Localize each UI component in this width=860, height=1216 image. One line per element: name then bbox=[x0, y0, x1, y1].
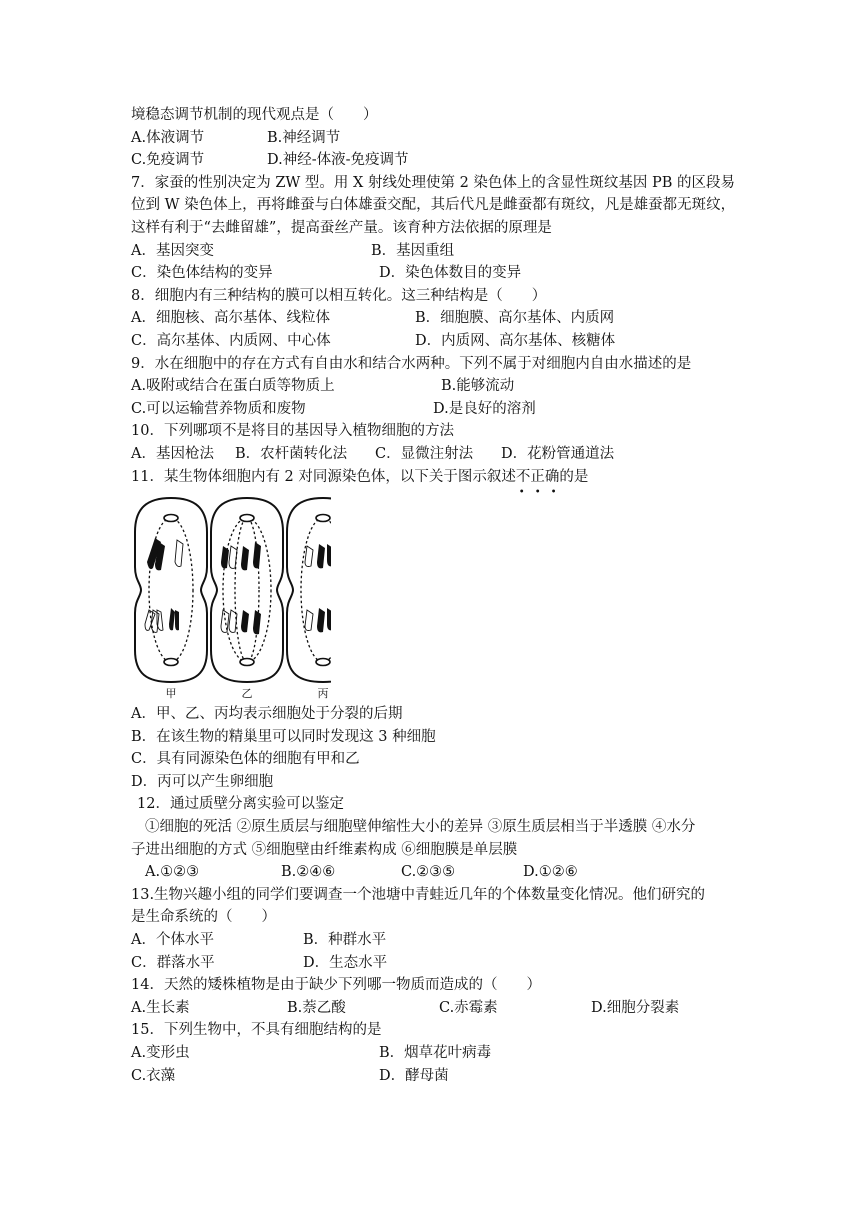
q14-options-row bbox=[131, 997, 731, 1020]
figure-label-yi: 乙 bbox=[241, 687, 253, 701]
q11-option-c: C．具有同源染色体的细胞有甲和乙 bbox=[131, 751, 360, 768]
q8-option-c: C．高尔基体、内质网、中心体 bbox=[131, 332, 331, 349]
q13-option-b: B．种群水平 bbox=[303, 932, 387, 949]
q13-stem-line2: 是生命系统的（ ） bbox=[131, 909, 276, 926]
q11-option-a: A．甲、乙、丙均表示细胞处于分裂的后期 bbox=[131, 706, 403, 723]
q12-option-c: C.②③⑤ bbox=[401, 864, 456, 881]
q15-options-row2 bbox=[131, 1065, 731, 1088]
q15-options-row1 bbox=[131, 1042, 731, 1065]
q15-option-c: C.衣藻 bbox=[131, 1067, 176, 1084]
q6-option-b: B.神经调节 bbox=[267, 129, 341, 146]
q13-stem-line1: 13.生物兴趣小组的同学们要调查一个池塘中青蛙近几年的个体数量变化情况。他们研究的 bbox=[131, 886, 706, 903]
q10-option-c: C．显微注射法 bbox=[375, 445, 474, 462]
q7-stem-line1: 7．家蚕的性别决定为 ZW 型。用 X 射线处理使第 2 染色体上的含显性斑纹基因 PB 的区段易 bbox=[131, 174, 736, 191]
q6-options-row2 bbox=[131, 149, 731, 172]
q11-option-d: D．丙可以产生卵细胞 bbox=[131, 773, 274, 790]
q12-items-line2: 子进出细胞的方式 ⑤细胞壁由纤维素构成 ⑥细胞膜是单层膜 bbox=[131, 841, 518, 858]
q9-option-d: D.是良好的溶剂 bbox=[433, 400, 536, 417]
cell-division-diagram bbox=[131, 492, 331, 701]
q14-stem: 14．天然的矮株植物是由于缺少下列哪一物质而造成的（ ） bbox=[131, 977, 541, 994]
exam-page bbox=[131, 104, 736, 1087]
q7-options-row1 bbox=[131, 240, 731, 263]
q12-items-line1: ①细胞的死活 ②原生质层与细胞壁伸缩性大小的差异 ③原生质层相当于半透膜 ④水分 bbox=[145, 819, 696, 836]
q8-option-a: A．细胞核、高尔基体、线粒体 bbox=[131, 310, 330, 327]
q15-option-d: D．酵母菌 bbox=[379, 1067, 449, 1084]
q8-options-row2 bbox=[131, 330, 731, 353]
q13-options-row2 bbox=[131, 952, 731, 975]
q9-options-row1 bbox=[131, 375, 731, 398]
q6-option-c: C.免疫调节 bbox=[131, 152, 205, 169]
q14-option-a: A.生长素 bbox=[131, 999, 190, 1016]
cell-bing-membrane bbox=[287, 498, 331, 682]
q8-option-d: D．内质网、高尔基体、核糖体 bbox=[415, 332, 616, 349]
q14-option-b: B.萘乙酸 bbox=[287, 999, 346, 1016]
q12-option-b: B.②④⑥ bbox=[281, 864, 336, 881]
q8-stem: 8．细胞内有三种结构的膜可以相互转化。这三种结构是（ ） bbox=[131, 287, 547, 304]
q11-stem: 11．某生物体细胞内有 2 对同源染色体，以下关于图示叙述不正确 • • • 的是 bbox=[131, 468, 589, 498]
q7-option-c: C．染色体结构的变异 bbox=[131, 265, 273, 282]
q9-option-a: A.吸附或结合在蛋白质等物质上 bbox=[131, 378, 335, 395]
q7-options-row2 bbox=[131, 262, 731, 285]
q13-option-a: A．个体水平 bbox=[131, 932, 214, 949]
q10-option-a: A．基因枪法 bbox=[131, 445, 214, 462]
q11-emphasis: 不正确 • • • bbox=[515, 468, 560, 498]
cell-yi-membrane bbox=[211, 498, 283, 682]
q12-options-row bbox=[131, 861, 731, 884]
q15-option-b: B．烟草花叶病毒 bbox=[379, 1045, 492, 1061]
q10-options-row bbox=[131, 443, 731, 466]
figure-label-jia: 甲 bbox=[165, 687, 177, 701]
q10-stem: 10．下列哪项不是将目的基因导入植物细胞的方法 bbox=[131, 423, 454, 440]
q12-option-d: D.①②⑥ bbox=[523, 864, 578, 881]
q6-option-a: A.体液调节 bbox=[131, 129, 205, 146]
q6-option-d: D.神经-体液-免疫调节 bbox=[267, 152, 409, 169]
q8-option-b: B．细胞膜、高尔基体、内质网 bbox=[415, 310, 615, 327]
q11-cell-division-figure bbox=[131, 492, 731, 701]
q9-option-c: C.可以运输营养物质和废物 bbox=[131, 400, 306, 417]
q8-options-row1 bbox=[131, 307, 731, 330]
q13-option-c: C．群落水平 bbox=[131, 954, 215, 971]
q7-option-d: D．染色体数目的变异 bbox=[379, 265, 522, 282]
q10-option-d: D．花粉管通道法 bbox=[501, 445, 615, 462]
q12-option-a: A.①②③ bbox=[145, 864, 200, 881]
q7-stem-line3: 这样有利于“去雌留雄”，提高蚕丝产量。该育种方法依据的原理是 bbox=[131, 219, 552, 236]
q9-stem: 9．水在细胞中的存在方式有自由水和结合水两种。下列不属于对细胞内自由水描述的是 bbox=[131, 355, 692, 372]
q9-options-row2 bbox=[131, 398, 731, 421]
q9-option-b: B.能够流动 bbox=[441, 378, 515, 395]
q7-stem-line2: 位到 W 染色体上，再将雌蚕与白体雄蚕交配，其后代凡是雌蚕都有斑纹，凡是雄蚕都无斑纹， bbox=[131, 197, 736, 214]
q10-option-b: B．农杆菌转化法 bbox=[235, 445, 348, 462]
q7-option-a: A．基因突变 bbox=[131, 242, 214, 259]
cell-jia-membrane bbox=[135, 498, 207, 682]
q14-option-d: D.细胞分裂素 bbox=[591, 999, 680, 1016]
q11-option-b: B．在该生物的精巢里可以同时发现这 3 种细胞 bbox=[131, 728, 436, 745]
figure-label-bing: 丙 bbox=[317, 687, 329, 701]
q7-option-b: B．基因重组 bbox=[371, 242, 455, 259]
q14-option-c: C.赤霉素 bbox=[439, 999, 498, 1016]
q6-options-row1 bbox=[131, 127, 731, 150]
q12-stem: 12．通过质壁分离实验可以鉴定 bbox=[137, 796, 344, 813]
q6-stem-continuation: 境稳态调节机制的现代观点是（ ） bbox=[131, 107, 378, 123]
q15-option-a: A.变形虫 bbox=[131, 1045, 190, 1061]
q13-option-d: D．生态水平 bbox=[303, 954, 388, 971]
q13-options-row1 bbox=[131, 929, 731, 952]
q15-stem: 15．下列生物中，不具有细胞结构的是 bbox=[131, 1022, 382, 1039]
